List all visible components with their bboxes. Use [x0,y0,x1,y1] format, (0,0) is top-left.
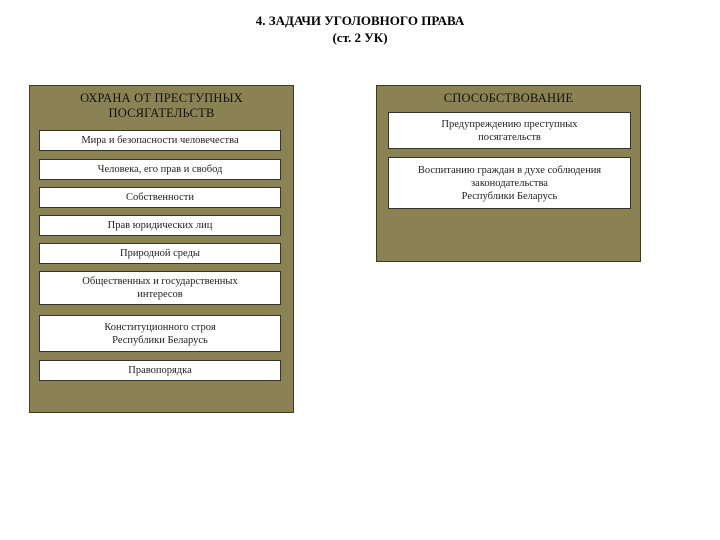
item-text-line-2: законодательства [471,177,548,189]
protection-item-law-order [39,360,281,381]
protection-item-human-rights [39,159,281,180]
diagram-title [0,12,720,46]
item-text-line-1: Конституционного строя [104,321,216,333]
protection-heading [30,91,293,121]
protection-heading-line-1: ОХРАНА ОТ ПРЕСТУПНЫХ [80,91,243,105]
item-text-line-2: посягательств [478,131,541,143]
item-text-line-2: Республики Беларусь [112,334,208,346]
protection-item-peace-security [39,130,281,151]
item-text-line-1: Предупреждению преступных [441,118,578,130]
item-text-line-1: Воспитанию граждан в духе соблюдения [417,164,602,176]
title-line-1: 4. ЗАДАЧИ УГОЛОВНОГО ПРАВА [255,13,465,28]
protection-item-legal-entities [39,215,281,236]
promotion-item-civic-education [388,157,631,209]
item-text: Мира и безопасности человечества [81,135,239,146]
promotion-heading: СПОСОБСТВОВАНИЕ [443,91,574,105]
promotion-item-crime-prevention [388,112,631,149]
protection-item-environment [39,243,281,264]
protection-item-public-interests [39,271,281,305]
item-text-line-2: интересов [137,289,183,300]
item-text-line-1: Общественных и государственных [82,276,238,287]
item-text: Человека, его прав и свобод [97,164,223,175]
item-text-line-3: Республики Беларусь [461,190,558,202]
protection-item-property [39,187,281,208]
item-text: Собственности [125,192,195,203]
title-line-2: (ст. 2 УК) [332,30,388,45]
item-text: Прав юридических лиц [107,220,213,231]
item-text: Правопорядка [128,365,192,376]
protection-item-constitutional-order [39,315,281,352]
protection-heading-line-2: ПОСЯГАТЕЛЬСТВ [108,106,215,120]
item-text: Природной среды [120,248,200,259]
